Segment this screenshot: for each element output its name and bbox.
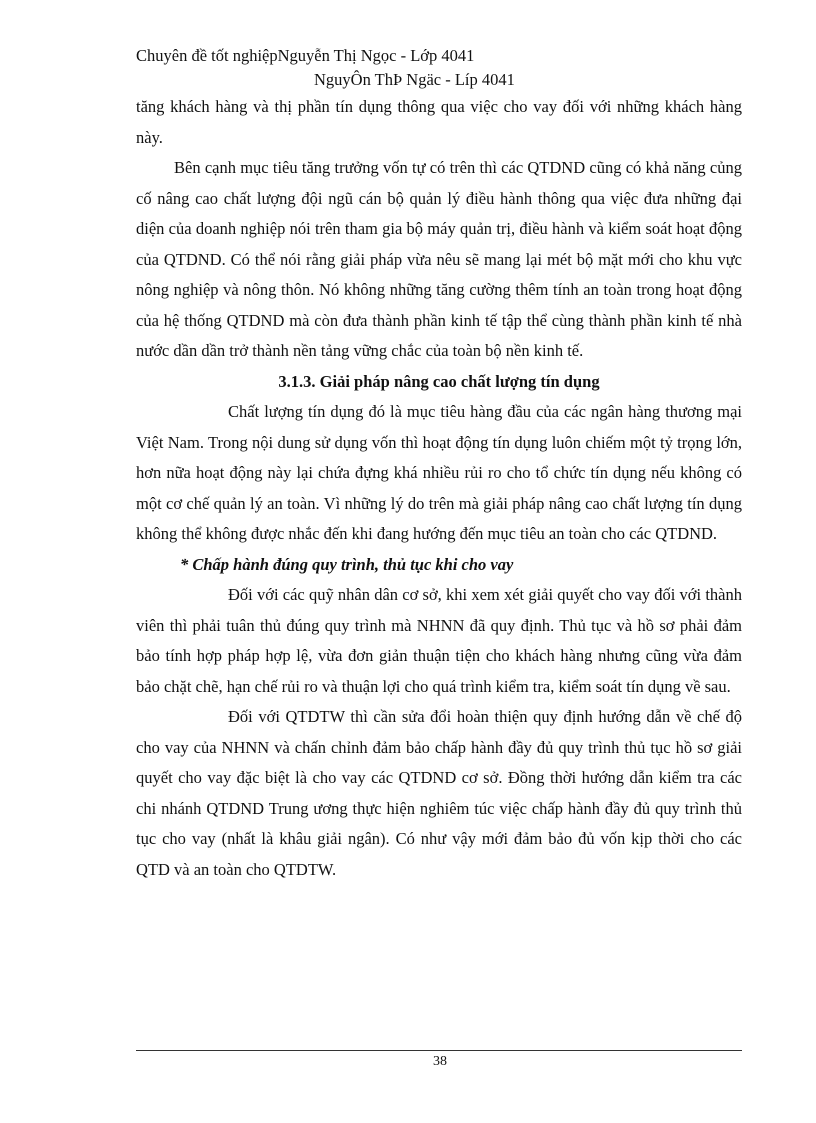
footer-rule xyxy=(136,1050,742,1051)
document-body xyxy=(136,92,742,885)
page-number: 38 xyxy=(433,1054,447,1069)
page-header xyxy=(136,44,716,92)
paragraph-2: Bên cạnh mục tiêu tăng trưởng vốn tự có trên thì các QTDND cũng có khả năng củng cố nâng cao chất lượng đội ngũ cán bộ quản lý điều hành thông qua việc đưa những đại diện của doanh nghiệp nói trên tham gia bộ máy quản trị, điều hành và kiểm soát hoạt động của QTDND. Có thể nói rằng giải pháp vừa nêu sẽ mang lại mét bộ mặt mới cho khu vực nông nghiệp và nông thôn. Nó không những tăng cường thêm tính an toàn trong hoạt động của hệ thống QTDND mà còn đưa thành phần kinh tế tập thể cùng thành phần kinh tế nhà nước dần dần trở thành nền tảng vững chắc của toàn bộ nền kinh tế. xyxy=(136,158,742,360)
paragraph-5: Đối với QTDTW thì cần sửa đổi hoàn thiện quy định hướng dẫn về chế độ cho vay của NHNN và chấn chỉnh đảm bảo chấp hành đầy đủ quy trình thủ tục hồ sơ giải quyết cho vay đặc biệt là cho vay các QTDND cơ sở. Đồng thời hướng dẫn kiểm tra các chi nhánh QTDND Trung ương thực hiện nghiêm túc việc chấp hành đầy đủ quy trình thủ tục cho vay (nhất là khâu giải ngân). Có như vậy mới đảm bảo đủ vốn kịp thời cho các QTD và an toàn cho QTDTW. xyxy=(136,707,742,879)
header-line-1: Chuyên đề tốt nghiệpNguyễn Thị Ngọc - Lớp 4041 xyxy=(136,46,475,65)
paragraph-4: Đối với các quỹ nhân dân cơ sở, khi xem xét giải quyết cho vay đối với thành viên thì phải tuân thủ đúng quy trình mà NHNN đã quy định. Thủ tục và hồ sơ phải đảm bảo tính hợp pháp hợp lệ, vừa đơn giản thuận tiện cho khách hàng nhưng cũng vừa đảm bảo chặt chẽ, hạn chế rủi ro và thuận lợi cho quá trình kiểm tra, kiểm soát tín dụng về sau. xyxy=(136,585,742,696)
paragraph-1: tăng khách hàng và thị phần tín dụng thông qua việc cho vay đối với những khách hàng này. xyxy=(136,97,742,147)
section-heading: 3.1.3. Giải pháp nâng cao chất lượng tín dụng xyxy=(278,371,600,391)
subheading: * Chấp hành đúng quy trình, thủ tục khi cho vay xyxy=(180,554,514,574)
header-line-2: NguyÔn ThÞ Ngäc - Líp 4041 xyxy=(314,70,515,89)
paragraph-3: Chất lượng tín dụng đó là mục tiêu hàng đầu của các ngân hàng thương mại Việt Nam. Trong nội dung sử dụng vốn thì hoạt động tín dụng luôn chiếm một tỷ trọng lớn, hơn nữa hoạt động này lại chứa đựng khá nhiều rủi ro cho tổ chức tín dụng nếu không có một cơ chế quản lý an toàn. Vì những lý do trên mà giải pháp nâng cao chất lượng tín dụng không thể không được nhắc đến khi đang hướng đến mục tiêu an toàn cho các QTDND. xyxy=(136,402,742,543)
